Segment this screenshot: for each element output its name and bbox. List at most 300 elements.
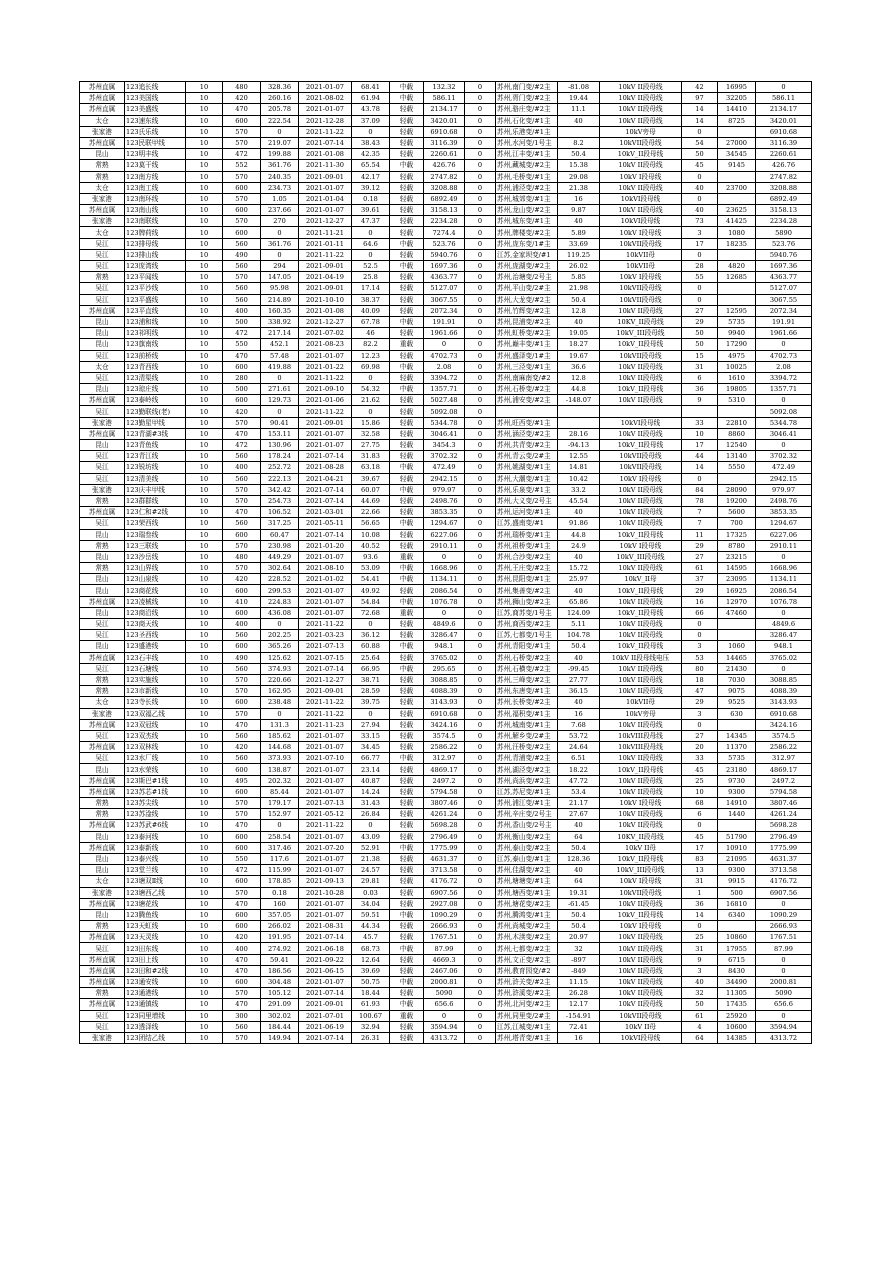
- cell-overload-count: 0: [465, 909, 496, 920]
- cell-available-capacity-2: 2666.93: [756, 921, 812, 932]
- cell-available-capacity-2: 3286.47: [756, 630, 812, 641]
- cell-capacity: 570: [223, 193, 261, 204]
- cell-capacity-2: 9940: [718, 328, 756, 339]
- cell-max-load-time: 2021-01-07: [299, 742, 352, 753]
- cell-available-capacity-2: 3713.58: [756, 865, 812, 876]
- cell-capacity-2: 8725: [718, 115, 756, 126]
- cell-capacity-2: 4820: [718, 261, 756, 272]
- cell-load-status: 中载: [390, 574, 424, 585]
- cell-region: 太仓: [80, 876, 125, 887]
- cell-households: 80: [682, 663, 718, 674]
- cell-max-load-time: 2021-07-14: [299, 495, 352, 506]
- cell-load-rate: 27.75: [352, 440, 390, 451]
- cell-capacity: 570: [223, 126, 261, 137]
- cell-load-rate: 14.24: [352, 786, 390, 797]
- cell-max-current: 342.42: [261, 484, 299, 495]
- cell-households: 0: [682, 171, 718, 182]
- cell-households: 0: [682, 619, 718, 630]
- cell-overload-count: 0: [465, 630, 496, 641]
- cell-voltage: 10: [186, 909, 223, 920]
- cell-capacity-2: 12685: [718, 272, 756, 283]
- cell-line-name: 123青西线: [125, 361, 186, 372]
- cell-capacity: 600: [223, 585, 261, 596]
- cell-capacity: 552: [223, 160, 261, 171]
- cell-households: 0: [682, 294, 718, 305]
- cell-available-capacity: 979.97: [424, 484, 465, 495]
- cell-households: 47: [682, 686, 718, 697]
- cell-busbar: 10kVII段母线: [600, 238, 682, 249]
- cell-max-load-time: 2021-11-22: [299, 708, 352, 719]
- cell-substation: 苏州,昆浦变/#2主: [496, 316, 558, 327]
- table-row: [80, 384, 812, 395]
- cell-transfer: 12.17: [558, 999, 600, 1010]
- cell-max-load-time: 2021-05-12: [299, 809, 352, 820]
- cell-available-capacity-2: 6910.68: [756, 126, 812, 137]
- table-row: [80, 137, 812, 148]
- cell-busbar: 10kVIII段母线: [600, 730, 682, 741]
- cell-region: 吴江: [80, 730, 125, 741]
- table-row: [80, 339, 812, 350]
- line-load-table: [79, 81, 812, 1044]
- cell-load-rate: 53.09: [352, 563, 390, 574]
- cell-load-status: 中载: [390, 361, 424, 372]
- cell-max-current: 0: [261, 249, 299, 260]
- cell-transfer: 15.38: [558, 160, 600, 171]
- cell-capacity-2: [718, 473, 756, 484]
- cell-busbar: 10kVII段母线: [600, 350, 682, 361]
- cell-max-load-time: 2021-01-07: [299, 730, 352, 741]
- cell-transfer: 40: [558, 115, 600, 126]
- cell-overload-count: 0: [465, 1021, 496, 1032]
- cell-busbar: 10kVII段母线: [600, 1010, 682, 1021]
- cell-voltage: 10: [186, 574, 223, 585]
- cell-available-capacity-2: 4869.17: [756, 764, 812, 775]
- table-row: [80, 160, 812, 171]
- cell-capacity-2: 9730: [718, 775, 756, 786]
- cell-households: 27: [682, 551, 718, 562]
- cell-line-name: 123苏芯#1线: [125, 786, 186, 797]
- cell-region: 常熟: [80, 921, 125, 932]
- cell-load-status: 中载: [390, 842, 424, 853]
- cell-busbar: 10kV II段母线: [600, 484, 682, 495]
- cell-load-status: 轻载: [390, 507, 424, 518]
- cell-capacity: 472: [223, 149, 261, 160]
- cell-max-current: 0: [261, 708, 299, 719]
- cell-voltage: 10: [186, 126, 223, 137]
- cell-line-name: 123南方线: [125, 171, 186, 182]
- cell-capacity-2: 1060: [718, 641, 756, 652]
- table-row: [80, 898, 812, 909]
- cell-households: 7: [682, 507, 718, 518]
- cell-busbar: 10kV II段母线: [600, 305, 682, 316]
- cell-max-load-time: 2021-07-13: [299, 798, 352, 809]
- table-row: [80, 999, 812, 1010]
- cell-line-name: 123商沿线: [125, 607, 186, 618]
- cell-line-name: 123莫干线: [125, 160, 186, 171]
- cell-overload-count: 0: [465, 742, 496, 753]
- cell-overload-count: 0: [465, 775, 496, 786]
- cell-overload-count: 0: [465, 294, 496, 305]
- cell-transfer: 40: [558, 216, 600, 227]
- cell-households: 64: [682, 1032, 718, 1043]
- cell-region: 昆山: [80, 607, 125, 618]
- cell-available-capacity: 2072.34: [424, 305, 465, 316]
- cell-load-status: 中载: [390, 641, 424, 652]
- cell-substation: 苏州,大龙变/#2主: [496, 294, 558, 305]
- cell-line-name: 123双林线: [125, 742, 186, 753]
- cell-substation: 苏州,乐泉变/#1主: [496, 484, 558, 495]
- cell-max-current: 160: [261, 898, 299, 909]
- cell-busbar: 10kV_II段母线: [600, 909, 682, 920]
- table-row: [80, 462, 812, 473]
- cell-substation: 江苏,盛南变/#1: [496, 518, 558, 529]
- cell-substation: 苏州,旺西变/#1主: [496, 417, 558, 428]
- cell-available-capacity: 3574.5: [424, 730, 465, 741]
- cell-busbar: 10kV II段母线: [600, 518, 682, 529]
- table-row: [80, 529, 812, 540]
- cell-load-status: 轻载: [390, 193, 424, 204]
- cell-overload-count: 0: [465, 719, 496, 730]
- cell-busbar: 10kV I段母线: [600, 921, 682, 932]
- cell-load-rate: 64.6: [352, 238, 390, 249]
- table-row: [80, 641, 812, 652]
- cell-max-load-time: 2021-07-14: [299, 451, 352, 462]
- cell-households: 14: [682, 115, 718, 126]
- cell-overload-count: 0: [465, 227, 496, 238]
- cell-max-current: 452.1: [261, 339, 299, 350]
- cell-load-status: 轻载: [390, 708, 424, 719]
- cell-available-capacity-2: 3116.39: [756, 137, 812, 148]
- cell-available-capacity-2: 4261.24: [756, 809, 812, 820]
- cell-substation: 苏州,同里变/2#主: [496, 1010, 558, 1021]
- cell-capacity-2: 17290: [718, 339, 756, 350]
- cell-capacity: 500: [223, 316, 261, 327]
- cell-transfer: 50.4: [558, 921, 600, 932]
- cell-transfer: 12.55: [558, 451, 600, 462]
- cell-overload-count: 0: [465, 730, 496, 741]
- cell-transfer: -61.45: [558, 898, 600, 909]
- cell-households: 73: [682, 216, 718, 227]
- cell-load-status: 中载: [390, 596, 424, 607]
- cell-max-load-time: 2021-09-22: [299, 954, 352, 965]
- cell-capacity: 495: [223, 775, 261, 786]
- cell-region: 常熟: [80, 674, 125, 685]
- cell-load-rate: 60.07: [352, 484, 390, 495]
- table-row: [80, 261, 812, 272]
- cell-region: 常熟: [80, 798, 125, 809]
- cell-households: 55: [682, 272, 718, 283]
- cell-households: 3: [682, 965, 718, 976]
- table-row: [80, 876, 812, 887]
- cell-transfer: 64: [558, 831, 600, 842]
- cell-max-current: 152.97: [261, 809, 299, 820]
- cell-line-name: 123清美线: [125, 473, 186, 484]
- cell-capacity: 600: [223, 205, 261, 216]
- cell-voltage: 10: [186, 674, 223, 685]
- cell-max-current: 419.88: [261, 361, 299, 372]
- cell-capacity: 480: [223, 551, 261, 562]
- cell-capacity: 570: [223, 216, 261, 227]
- cell-max-current: 125.62: [261, 652, 299, 663]
- cell-overload-count: 0: [465, 887, 496, 898]
- cell-load-rate: 65.54: [352, 160, 390, 171]
- cell-transfer: 6.51: [558, 753, 600, 764]
- cell-max-current: 258.54: [261, 831, 299, 842]
- cell-load-rate: 32.58: [352, 428, 390, 439]
- cell-available-capacity: 2000.81: [424, 977, 465, 988]
- cell-overload-count: 0: [465, 932, 496, 943]
- cell-max-load-time: 2021-01-07: [299, 977, 352, 988]
- cell-substation: 苏州,合沙变/#2主: [496, 551, 558, 562]
- cell-region: 昆山: [80, 440, 125, 451]
- cell-voltage: 10: [186, 283, 223, 294]
- cell-households: 50: [682, 149, 718, 160]
- cell-available-capacity-2: 3088.85: [756, 674, 812, 685]
- table-row: [80, 921, 812, 932]
- table-row: [80, 305, 812, 316]
- cell-substation: 苏州,石化变/#1主: [496, 115, 558, 126]
- cell-max-load-time: 2021-11-22: [299, 249, 352, 260]
- cell-available-capacity-2: 2072.34: [756, 305, 812, 316]
- cell-load-status: 轻载: [390, 395, 424, 406]
- cell-load-rate: 39.69: [352, 965, 390, 976]
- cell-line-name: 123美盛线: [125, 104, 186, 115]
- cell-max-current: 252.72: [261, 462, 299, 473]
- table-row: [80, 574, 812, 585]
- table-row: [80, 1032, 812, 1043]
- cell-voltage: 10: [186, 1021, 223, 1032]
- cell-voltage: 10: [186, 932, 223, 943]
- cell-max-load-time: 2021-01-07: [299, 428, 352, 439]
- cell-load-status: 轻载: [390, 876, 424, 887]
- cell-load-rate: 44.34: [352, 921, 390, 932]
- cell-capacity-2: 9525: [718, 697, 756, 708]
- cell-load-rate: 39.67: [352, 473, 390, 484]
- cell-capacity: 420: [223, 932, 261, 943]
- cell-max-current: 0: [261, 406, 299, 417]
- table-row: [80, 786, 812, 797]
- cell-available-capacity-2: 6907.56: [756, 887, 812, 898]
- cell-max-load-time: 2021-07-10: [299, 753, 352, 764]
- cell-load-rate: 49.92: [352, 585, 390, 596]
- cell-capacity-2: 630: [718, 708, 756, 719]
- cell-region: 苏州直属: [80, 93, 125, 104]
- cell-load-status: 轻载: [390, 115, 424, 126]
- cell-voltage: 10: [186, 104, 223, 115]
- cell-overload-count: 0: [465, 440, 496, 451]
- cell-substation: 江苏,泰山变/#1主: [496, 853, 558, 864]
- cell-max-current: 147.05: [261, 272, 299, 283]
- cell-region: 苏州直属: [80, 999, 125, 1010]
- cell-transfer: 124.09: [558, 607, 600, 618]
- cell-capacity: 570: [223, 708, 261, 719]
- cell-overload-count: 0: [465, 563, 496, 574]
- cell-region: 苏州直属: [80, 507, 125, 518]
- cell-capacity: 400: [223, 305, 261, 316]
- cell-available-capacity: 656.6: [424, 999, 465, 1010]
- cell-max-load-time: 2021-01-07: [299, 831, 352, 842]
- cell-busbar: 10kV II段母线: [600, 361, 682, 372]
- cell-region: 苏州直属: [80, 786, 125, 797]
- cell-capacity: 470: [223, 820, 261, 831]
- cell-max-current: 186.56: [261, 965, 299, 976]
- cell-transfer: 44.8: [558, 529, 600, 540]
- cell-capacity-2: 9145: [718, 160, 756, 171]
- cell-transfer: 33.2: [558, 484, 600, 495]
- cell-max-load-time: 2021-07-14: [299, 932, 352, 943]
- cell-max-current: 191.95: [261, 932, 299, 943]
- cell-max-current: 436.08: [261, 607, 299, 618]
- cell-voltage: 10: [186, 115, 223, 126]
- cell-voltage: 10: [186, 686, 223, 697]
- cell-line-name: 123双福乙线: [125, 708, 186, 719]
- cell-capacity-2: 27000: [718, 137, 756, 148]
- table-row: [80, 686, 812, 697]
- cell-overload-count: 0: [465, 328, 496, 339]
- cell-capacity: 600: [223, 876, 261, 887]
- cell-voltage: 10: [186, 372, 223, 383]
- cell-line-name: 123圣西线: [125, 630, 186, 641]
- cell-capacity-2: 19805: [718, 384, 756, 395]
- table-row: [80, 518, 812, 529]
- cell-max-current: 149.94: [261, 1032, 299, 1043]
- cell-busbar: 10kV II段母线: [600, 753, 682, 764]
- cell-substation: 苏州,泰山变/#2主: [496, 842, 558, 853]
- cell-voltage: 10: [186, 742, 223, 753]
- cell-transfer: 50.4: [558, 149, 600, 160]
- cell-overload-count: 0: [465, 238, 496, 249]
- cell-available-capacity-2: 523.76: [756, 238, 812, 249]
- table-row: [80, 227, 812, 238]
- cell-max-current: 271.61: [261, 384, 299, 395]
- table-row: [80, 126, 812, 137]
- cell-transfer: 26.02: [558, 261, 600, 272]
- cell-busbar: 10kV_II段母线: [600, 440, 682, 451]
- cell-households: 1: [682, 887, 718, 898]
- cell-voltage: 10: [186, 775, 223, 786]
- cell-transfer: 14.81: [558, 462, 600, 473]
- cell-households: 13: [682, 865, 718, 876]
- cell-max-load-time: 2021-11-30: [299, 160, 352, 171]
- cell-capacity-2: [718, 171, 756, 182]
- cell-load-status: 重载: [390, 551, 424, 562]
- cell-max-load-time: 2021-01-07: [299, 596, 352, 607]
- cell-line-name: 123平闻线: [125, 272, 186, 283]
- cell-transfer: 40: [558, 585, 600, 596]
- cell-load-rate: 25.8: [352, 272, 390, 283]
- cell-households: 0: [682, 630, 718, 641]
- cell-substation: 苏州,长桥变/#2主: [496, 697, 558, 708]
- cell-substation: 苏州,浒关变/#2主: [496, 977, 558, 988]
- cell-households: 6: [682, 809, 718, 820]
- cell-line-name: 123前桥线: [125, 350, 186, 361]
- cell-max-current: 230.98: [261, 540, 299, 551]
- cell-max-current: 220.66: [261, 674, 299, 685]
- cell-region: 吴江: [80, 619, 125, 630]
- cell-line-name: 123通安线: [125, 977, 186, 988]
- cell-max-current: 105.12: [261, 988, 299, 999]
- cell-transfer: 53.72: [558, 730, 600, 741]
- cell-capacity: 420: [223, 742, 261, 753]
- cell-capacity-2: 8860: [718, 428, 756, 439]
- cell-max-load-time: 2021-07-14: [299, 529, 352, 540]
- table-row: [80, 674, 812, 685]
- cell-overload-count: 0: [465, 988, 496, 999]
- cell-busbar: 10kV II段母线: [600, 596, 682, 607]
- cell-max-load-time: 2021-01-07: [299, 898, 352, 909]
- cell-households: 29: [682, 540, 718, 551]
- cell-overload-count: 0: [465, 663, 496, 674]
- cell-transfer: 16: [558, 193, 600, 204]
- cell-load-status: 中载: [390, 999, 424, 1010]
- table-row: [80, 742, 812, 753]
- cell-available-capacity-2: 2234.28: [756, 216, 812, 227]
- cell-region: 苏州直属: [80, 652, 125, 663]
- cell-max-current: 328.36: [261, 82, 299, 93]
- cell-transfer: 28.16: [558, 428, 600, 439]
- cell-available-capacity: 3067.55: [424, 294, 465, 305]
- cell-busbar: 10kV II段母线: [600, 160, 682, 171]
- cell-busbar: 10kV II段母线: [600, 82, 682, 93]
- cell-max-current: 222.13: [261, 473, 299, 484]
- cell-substation: 苏州,衡山变/#2主: [496, 831, 558, 842]
- cell-max-current: 234.73: [261, 182, 299, 193]
- cell-region: 常熟: [80, 540, 125, 551]
- cell-load-rate: 34.04: [352, 898, 390, 909]
- cell-region: 昆山: [80, 865, 125, 876]
- cell-max-current: 214.89: [261, 294, 299, 305]
- cell-available-capacity-2: 1076.78: [756, 596, 812, 607]
- cell-max-load-time: 2021-07-14: [299, 1032, 352, 1043]
- cell-load-status: 轻载: [390, 775, 424, 786]
- cell-voltage: 10: [186, 954, 223, 965]
- cell-max-current: 270: [261, 216, 299, 227]
- cell-max-current: 179.17: [261, 798, 299, 809]
- cell-max-current: 90.41: [261, 417, 299, 428]
- cell-households: 14: [682, 909, 718, 920]
- cell-available-capacity-2: 3807.46: [756, 798, 812, 809]
- cell-capacity-2: 500: [718, 887, 756, 898]
- cell-region: 吴江: [80, 451, 125, 462]
- cell-max-current: 138.87: [261, 764, 299, 775]
- cell-max-load-time: 2021-11-23: [299, 719, 352, 730]
- cell-substation: 苏州,塔青变/#1主: [496, 1032, 558, 1043]
- cell-line-name: 123勤联线(老): [125, 406, 186, 417]
- cell-busbar: 10kV II段母线: [600, 115, 682, 126]
- cell-voltage: 10: [186, 831, 223, 842]
- cell-load-rate: 40.87: [352, 775, 390, 786]
- cell-region: 苏州直属: [80, 932, 125, 943]
- cell-capacity-2: 5310: [718, 395, 756, 406]
- cell-households: 0: [682, 719, 718, 730]
- cell-capacity: 570: [223, 1032, 261, 1043]
- cell-line-name: 123双冠线: [125, 719, 186, 730]
- cell-line-name: 123天虹线: [125, 921, 186, 932]
- cell-load-status: 轻载: [390, 965, 424, 976]
- table-row: [80, 719, 812, 730]
- cell-max-current: 219.07: [261, 137, 299, 148]
- cell-voltage: 10: [186, 630, 223, 641]
- cell-busbar: 10kVII段母线: [600, 283, 682, 294]
- cell-load-status: 轻载: [390, 652, 424, 663]
- cell-load-status: 轻载: [390, 372, 424, 383]
- cell-capacity-2: 13140: [718, 451, 756, 462]
- cell-capacity-2: 10025: [718, 361, 756, 372]
- cell-capacity: 560: [223, 283, 261, 294]
- cell-available-capacity-2: 3420.01: [756, 115, 812, 126]
- cell-households: 9: [682, 395, 718, 406]
- cell-overload-count: 0: [465, 652, 496, 663]
